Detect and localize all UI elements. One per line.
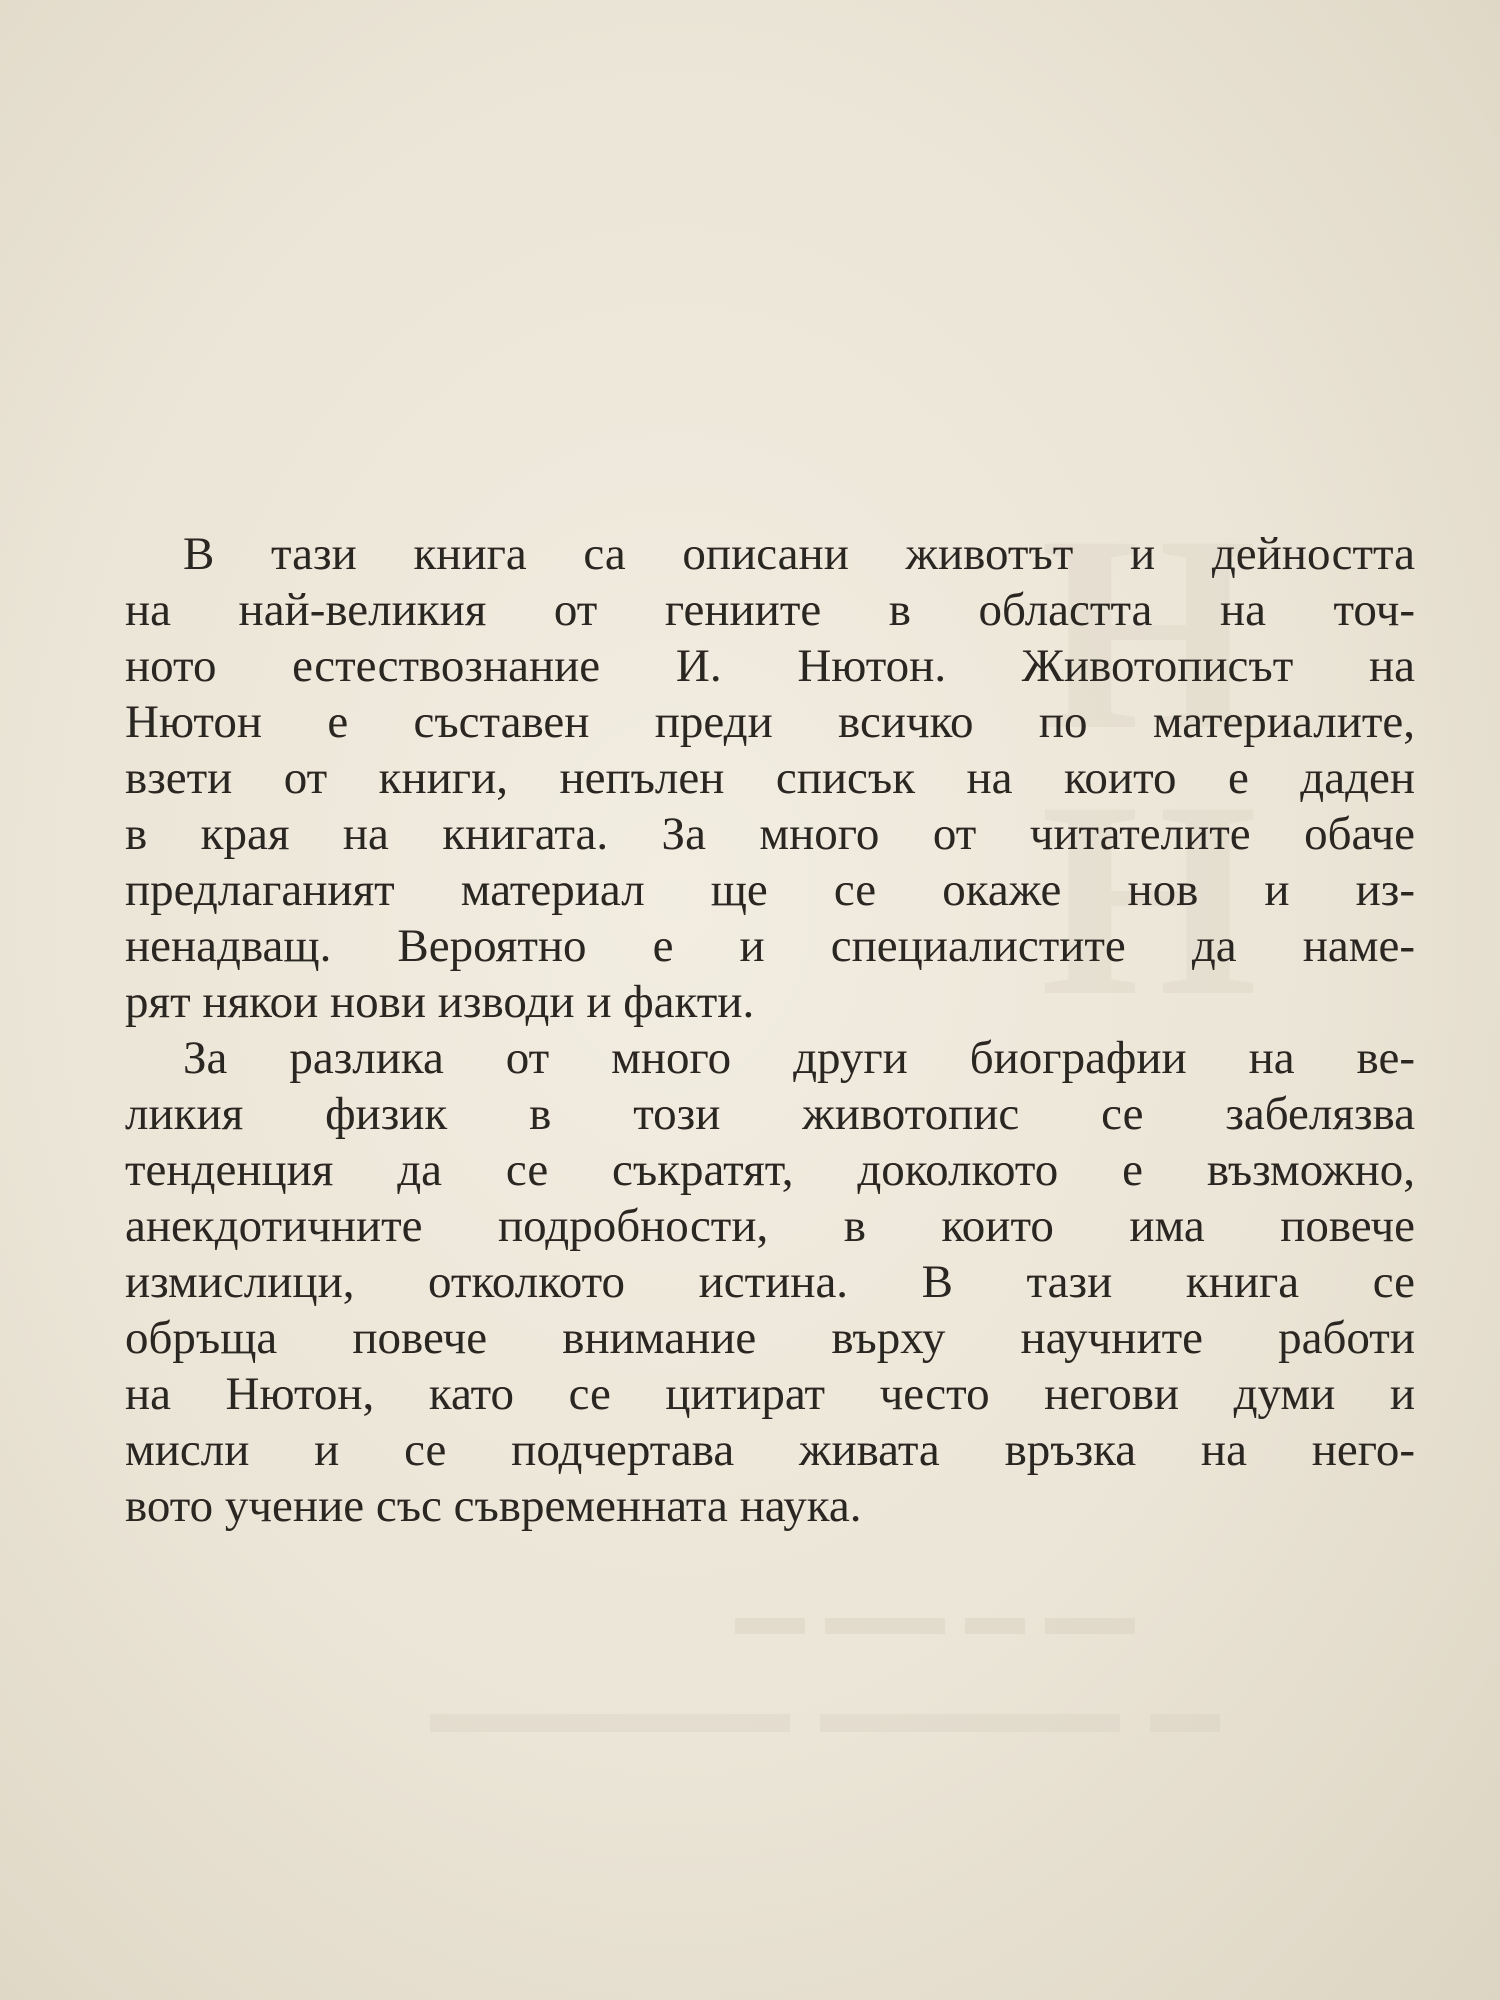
text-line: вото учение със съвременната наука. [125, 1480, 862, 1532]
text-line: ликия физик в този животопис се забелязва [125, 1088, 1415, 1140]
text-line: измислици, отколкото истина. В тази книга се [125, 1256, 1415, 1308]
show-through-text-mark [505, 1604, 1135, 1644]
text-line: тенденция да се съкратят, доколкото е възможно, [125, 1144, 1415, 1196]
text-line: обръща повече внимание върху научните работи [125, 1312, 1415, 1364]
body-text [125, 526, 1415, 1534]
show-through-text-mark-2 [360, 1700, 1220, 1744]
text-line: на най-великия от гениите в областта на точ- [125, 584, 1415, 636]
text-line: ното естествознание И. Нютон. Животописът на [125, 640, 1415, 692]
text-line: рят някои нови изводи и факти. [125, 976, 755, 1028]
text-line: За разлика от много други биографии на ве- [183, 1032, 1415, 1084]
text-line: мисли и се подчертава живата връзка на него- [125, 1424, 1415, 1476]
text-line: анекдотичните подробности, в които има повече [125, 1200, 1415, 1252]
text-line: Нютон е съставен преди всичко по материалите, [125, 696, 1415, 748]
show-through-translator-name [360, 1700, 1220, 1754]
show-through-translation-note [505, 1604, 1135, 1653]
paragraph-1 [125, 526, 1415, 1030]
text-line: в края на книгата. За много от читателите обаче [125, 808, 1415, 860]
text-line: предлаганият материал ще се окаже нов и из- [125, 864, 1415, 916]
text-line: ненадващ. Вероятно е и специалистите да наме- [125, 920, 1415, 972]
text-line: взети от книги, непълен списък на които е даден [125, 752, 1415, 804]
text-line: В тази книга са описани животът и дейността [183, 528, 1415, 580]
show-through-title: Н Н [1040, 477, 1266, 1054]
text-line: на Нютон, като се цитират често негови думи и [125, 1368, 1415, 1420]
paragraph-2 [125, 1030, 1415, 1534]
